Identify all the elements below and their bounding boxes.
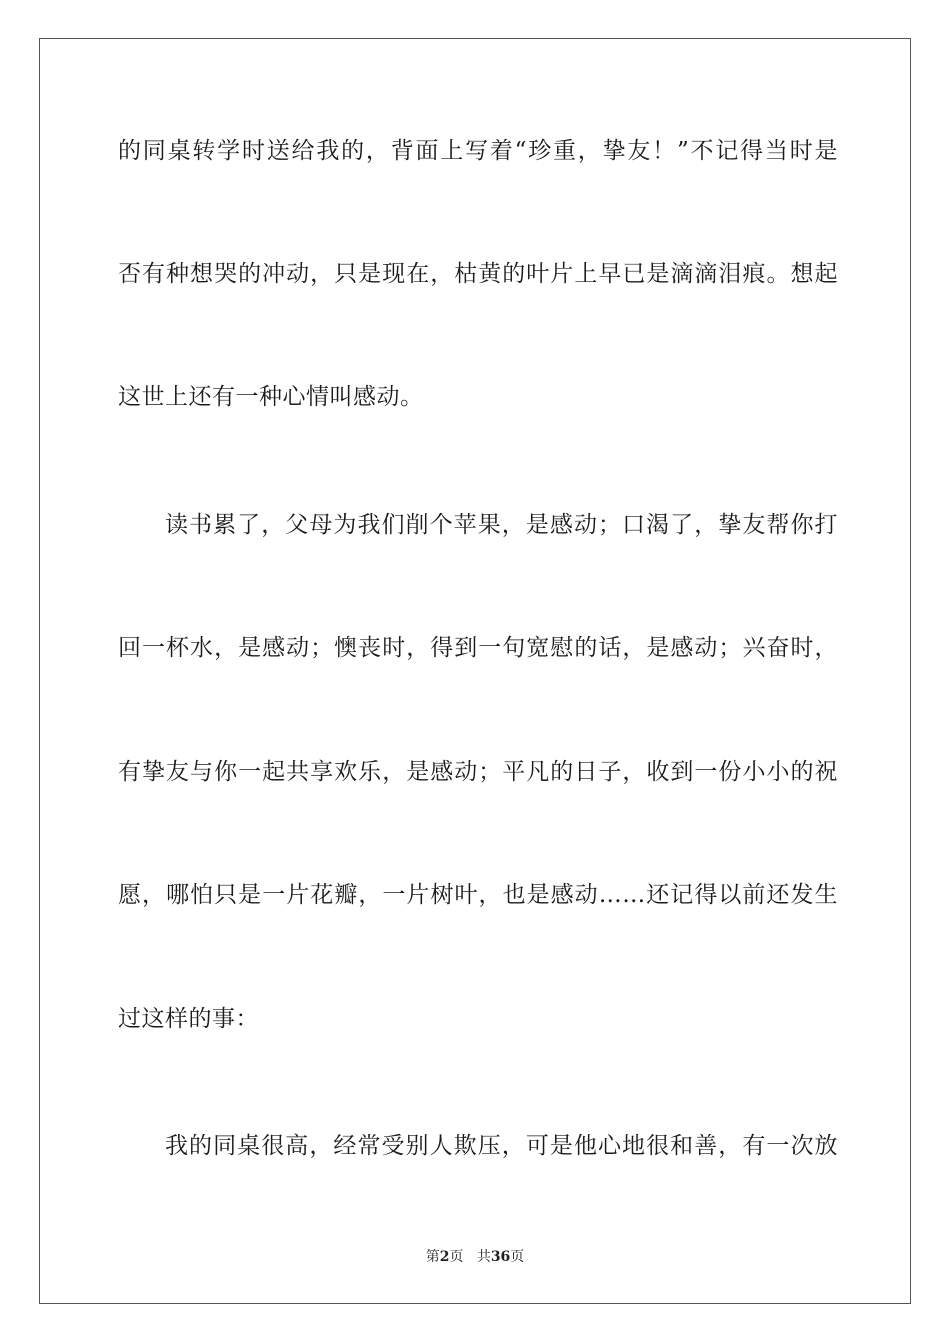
text-line-8: 过这样的事： bbox=[118, 1006, 259, 1032]
text-line-1: 的同桌转学时送给我的，背面上写着“珍重，挚友！”不记得当时是 bbox=[118, 138, 838, 164]
page-suffix: 页 bbox=[449, 1249, 464, 1265]
page-prefix: 第 bbox=[425, 1249, 440, 1265]
page-footer bbox=[0, 1247, 950, 1267]
total-suffix: 页 bbox=[510, 1249, 525, 1265]
paragraph-2-line-1: 读书累了，父母为我们削个苹果，是感动；口渴了，挚友帮你打 bbox=[165, 512, 838, 538]
text-line-7: 愿，哪怕只是一片花瓣，一片树叶，也是感动……还记得以前还发生 bbox=[118, 882, 838, 908]
text-line-6: 有挚友与你一起共享欢乐，是感动；平凡的日子，收到一份小小的祝 bbox=[118, 759, 838, 785]
text-line-3: 这世上还有一种心情叫感动。 bbox=[118, 384, 424, 410]
paragraph-3-line-1: 我的同桌很高，经常受别人欺压，可是他心地很和善，有一次放 bbox=[165, 1133, 838, 1159]
text-line-2: 否有种想哭的冲动，只是现在，枯黄的叶片上早已是滴滴泪痕。想起 bbox=[118, 261, 838, 287]
page-border bbox=[39, 38, 911, 1304]
page-number: 2 bbox=[439, 1249, 450, 1265]
text-line-5: 回一杯水，是感动；懊丧时，得到一句宽慰的话，是感动；兴奋时， bbox=[118, 635, 838, 661]
total-prefix: 共 bbox=[476, 1249, 491, 1265]
total-pages: 36 bbox=[490, 1249, 511, 1265]
